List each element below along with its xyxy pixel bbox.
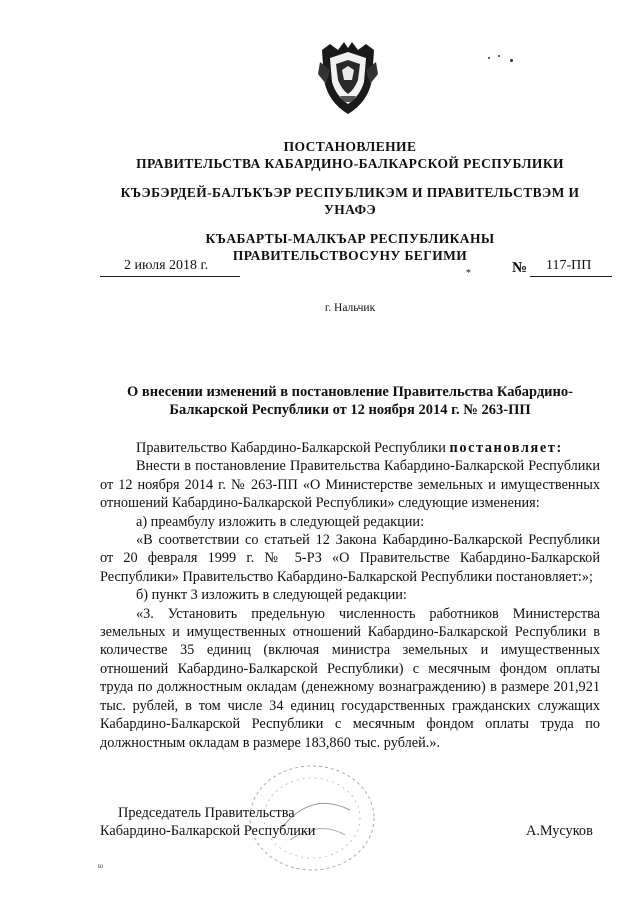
signatory-position-line2: Кабардино-Балкарской Республики [100,823,316,839]
doc-type-heading: ПОСТАНОВЛЕНИЕ [283,139,417,154]
city: г. Нальчик [324,302,376,314]
issuer-ru-heading: ПРАВИТЕЛЬСТВА КАБАРДИНО-БАЛКАРСКОЙ РЕСПУБЛИКИ [136,156,564,171]
signatory-name: А.Мусуков [526,823,593,839]
paragraph-3: «В соответствии со статьей 12 Закона Кабардино-Балкарской Республики от 20 февраля 1999 г. № 5-РЗ «О Правительстве Кабардино-Балкарской Республики» Правительство Кабардино-Балкарской Республики постановляет:»; [100,532,600,585]
corner-mark: ю [98,862,104,870]
scan-specks [488,55,518,63]
paragraph-1: Внести в постановление Правительства Кабардино-Балкарской Республики от 12 ноября 2014 г. № 263-ПП «О Министерстве земельных и имущественных отношений Кабардино-Балкарской Республики» следующие изменения: [100,458,600,512]
paragraph-5: «3. Установить предельную численность работников Министерства земельных и имущественных отношений Кабардино-Балкарской Республики в количестве 35 единиц (включая министра земельных и имущественных отношений Кабардино-Балкарской Республики) с месячным фондом оплаты труда по должностным окладам (денежному вознаграждению) в размере 201,921 тыс. рублей, в том числе 34 единиц государственных гражданских служащих Кабардино-Балкарской Республики с месячным фондом оплаты труда по должностным окладам в размере 183,860 тыс. рублей.». [100,605,600,751]
number-sign: № [512,260,528,276]
document-number: 117-ПП [546,258,592,273]
number-underline [530,276,612,277]
signatory-position-line1: Председатель Правительства [118,805,295,821]
scan-speck-mid: * [466,268,471,279]
intro-verb: постановляет: [449,440,563,456]
coat-of-arms-emblem [316,40,380,116]
intro-paragraph [100,439,600,457]
document-title: О внесении изменений в постановление Правительства Кабардино-Балкарской Республики от 12 ноября 2014 г. № 263-ПП [127,384,573,418]
paragraph-4: б) пункт 3 изложить в следующей редакции: [136,587,407,604]
issuer-krc-heading: КЪАБАРТЫ-МАЛКЪАР РЕСПУБЛИКАНЫ ПРАВИТЕЛЬСТВОСУНУ БЕГИМИ [205,231,495,263]
paragraph-2: а) преамбулу изложить в следующей редакции: [136,513,425,530]
date-underline [100,276,240,277]
issuer-kbd-heading: КЪЭБЭРДЕЙ-БАЛЪКЪЭР РЕСПУБЛИКЭМ И ПРАВИТЕЛЬСТВЭМ И УНАФЭ [120,185,580,217]
document-date: 2 июля 2018 г. [124,258,209,273]
intro-lead: Правительство Кабардино-Балкарской Республики [136,440,450,456]
document-body [100,439,600,752]
